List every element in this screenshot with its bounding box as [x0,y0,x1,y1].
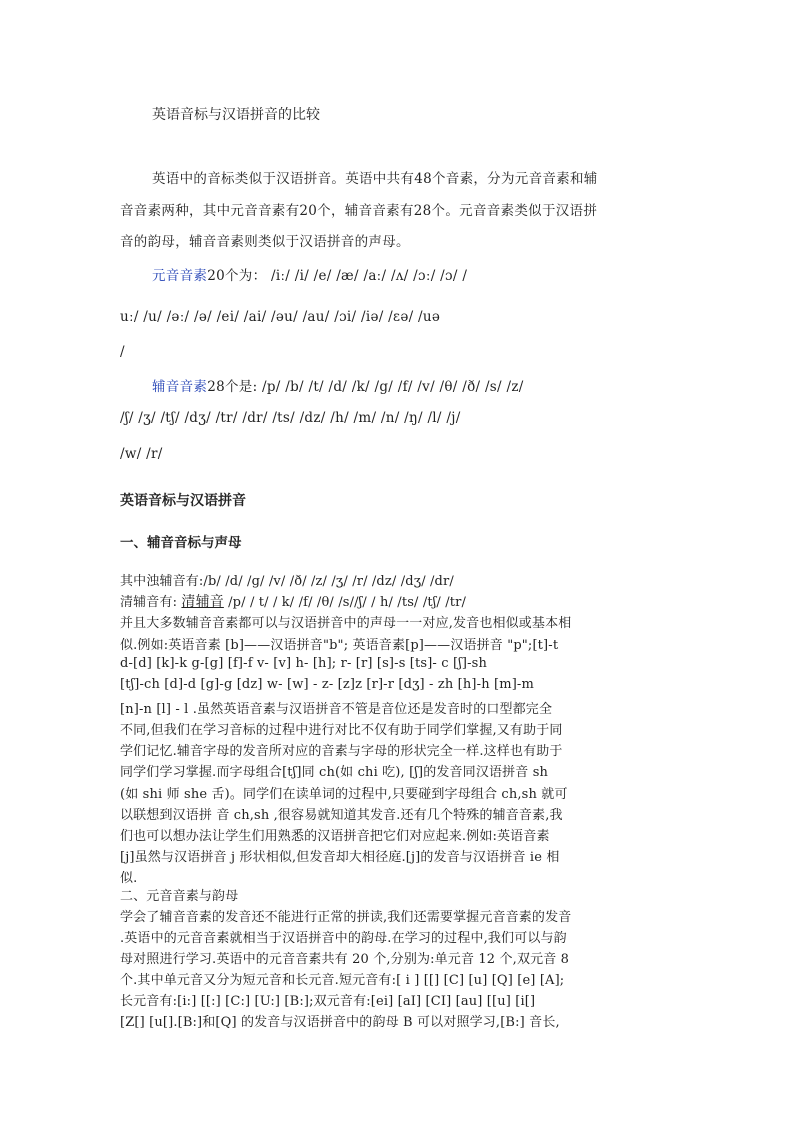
consonants-line-1 [152,375,524,395]
body-line: 学们记忆.辅音字母的发音所对应的音素与字母的形状完全一样.这样也有助于 [120,744,563,759]
body-line: 并且大多数辅音音素都可以与汉语拼音中的声母一一对应,发音也相似或基本相 [120,616,572,631]
body-line: 同学们学习掌握.而字母组合[tʃ]同 ch(如 chi 吃), [ʃ]的发音同汉语拼音 sh [120,765,549,780]
vowels-line-2: uː/ /u/ /əː/ /ə/ /ei/ /ai/ /əu/ /au/ /ɔi/ /iə/ /ɛə/ /uə [120,309,441,325]
body-line: [tʃ]-ch [d]-d [g]-g [dz] w- [w] - z- [z]z [r]-r [dʒ] - zh [h]-h [m]-m [120,677,534,692]
voiceless-consonants-line [120,591,466,611]
intro-line-3: 音的韵母，辅音音素则类似于汉语拼音的声母。 [120,234,410,250]
body-line: 们也可以想办法让学生们用熟悉的汉语拼音把它们对应起来.例如:英语音素 [120,829,550,844]
body-line: [j]虽然与汉语拼音 j 形状相似,但发音却大相径庭.[j]的发音与汉语拼音 ie 相 [120,850,560,865]
subsection-heading-vowels: 二、元音音素与韵母 [120,889,239,904]
subsection-heading-consonants: 一、辅音音标与声母 [120,535,242,551]
body-line: [Z[] [u[].[B:]和[Q] 的发音与汉语拼音中的韵母 B 可以对照学习,[B:] 音长, [120,1015,560,1030]
body-line: 似. [120,871,138,886]
vowels-line-3: / [120,344,125,360]
consonants-line-2: /ʃ/ /ʒ/ /tʃ/ /dʒ/ /tr/ /dr/ /ts/ /dz/ /h/ /m/ /n/ /ŋ/ /l/ /j/ [120,410,461,426]
consonants-line-3: /w/ /r/ [120,446,163,462]
body-line: 不同,但我们在学习音标的过程中进行对比不仅有助于同学们掌握,又有助于同 [120,723,563,738]
vowels-label: 元音音素 [152,268,208,284]
body-line: 长元音有:[i:] [[:] [C:] [U:] [B:];双元音有:[ei] [aI] [CI] [au] [[u] [i[] [120,994,536,1009]
body-line: 个.其中单元音又分为短元音和长元音.短元音有:[ i ] [[] [C] [u] [Q] [e] [A]; [120,973,565,988]
body-line: [n]-n [l] - l .虽然英语音素与汉语拼音不管是音位还是发音时的口型都完全 [120,702,553,717]
body-line: 似.例如:英语音素 [b]——汉语拼音"b"; 英语音素[p]——汉语拼音 "p";[t]-t [120,638,559,653]
body-line: 以联想到汉语拼 音 ch,sh ,很容易就知道其发音.还有几个特殊的辅音音素,我 [120,808,563,823]
voiced-consonants-line: 其中浊辅音有:/b/ /d/ /g/ /v/ /ð/ /z/ /ʒ/ /r/ /dz/ /dʒ/ /dr/ [120,574,454,589]
voiceless-underlined-term: 清辅音 [181,594,224,610]
section-heading: 英语音标与汉语拼音 [120,493,246,509]
intro-line-2: 音音素两种，其中元音音素有20个，辅音音素有28个。元音音素类似于汉语拼 [120,203,598,219]
body-line: d-[d] [k]-k g-[g] [f]-f v- [v] h- [h]; r- [r] [s]-s [ts]- c [ʃ]-sh [120,656,487,671]
intro-line-1: 英语中的音标类似于汉语拼音。英语中共有48个音素，分为元音音素和辅 [152,171,598,187]
body-line: .英语中的元音音素就相当于汉语拼音中的韵母.在学习的过程中,我们可以与韵 [120,931,567,946]
vowels-line-1 [152,264,467,284]
body-line: 学会了辅音音素的发音还不能进行正常的拼读,我们还需要掌握元音音素的发音 [120,910,572,925]
vowels-line-1-text: 20个为： /iː/ /i/ /e/ /æ/ /aː/ /ʌ/ /ɔː/ /ɔ/ / [207,268,468,284]
body-line: 母对照进行学习.英语中的元音音素共有 20 个,分别为:单元音 12 个,双元音 8 [120,952,570,967]
consonants-label: 辅音音素 [152,379,208,395]
consonants-line-1-text: 28个是: /p/ /b/ /t/ /d/ /k/ /g/ /f/ /v/ /θ/ /ð/ /s/ /z/ [207,379,524,395]
voiceless-list: /p/ / t/ / k/ /f/ /θ/ /s//ʃ/ / h/ /ts/ /tʃ/ /tr/ [223,595,467,610]
voiceless-label: 清辅音有: [120,595,182,610]
body-line: (如 shi 师 she 舌)。同学们在读单词的过程中,只要碰到字母组合 ch,sh 就可 [120,787,568,802]
page-title: 英语音标与汉语拼音的比较 [152,106,320,122]
